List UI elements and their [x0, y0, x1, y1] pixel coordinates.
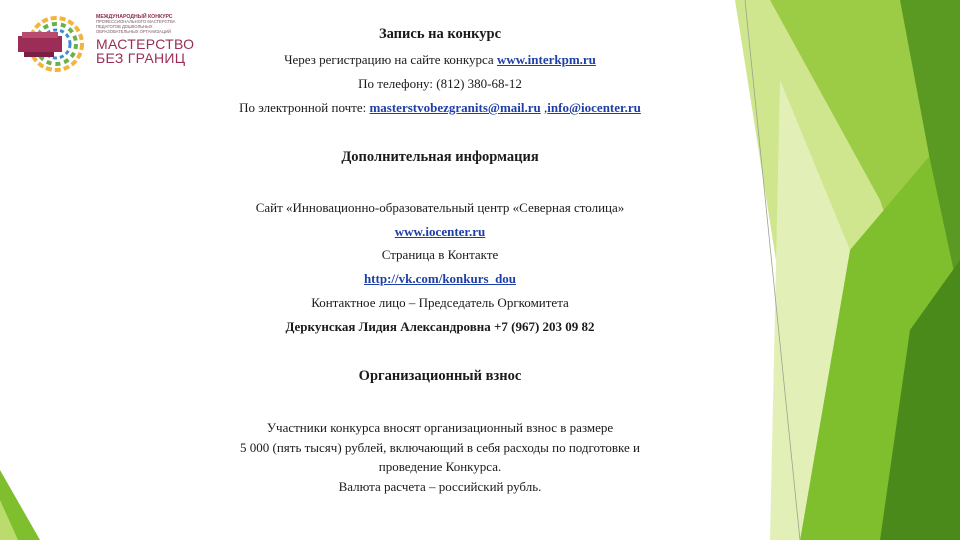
registration-email-line [190, 100, 690, 116]
logo-text [96, 14, 196, 65]
contest-logo [14, 8, 194, 80]
logo-tagline: МЕЖДУНАРОДНЫЙ КОНКУРС [96, 14, 173, 20]
registration-phone: По телефону: (812) 380-68-12 [358, 76, 522, 91]
email-separator: , [540, 100, 548, 115]
interkpm-link[interactable]: www.interkpm.ru [496, 52, 596, 67]
registration-heading: Запись на конкурс [378, 26, 502, 42]
logo-subline: ПРОФЕССИОНАЛЬНОГО МАСТЕРСТВА [96, 19, 176, 24]
fee-line-2: 5 000 (пять тысяч) рублей, включающий в себя расходы по подготовке и [240, 440, 640, 455]
iocenter-link-line [190, 224, 690, 240]
registration-email-text: По электронной почте: [239, 100, 370, 115]
fee-line-3: проведение Конкурса. [378, 459, 502, 474]
logo-title-line1: МАСТЕРСТВО [96, 36, 195, 53]
email-link-mail-ru[interactable]: masterstvobezgranits@mail.ru [369, 100, 541, 115]
vk-link[interactable]: http://vk.com/konkurs_dou [363, 271, 517, 286]
registration-site-line [190, 52, 690, 68]
vk-link-line [190, 271, 690, 287]
contact-person: Деркунская Лидия Александровна +7 (967) 203 09 82 [285, 319, 595, 334]
additional-site-text: Сайт «Инновационно-образовательный центр «Северная столица» [255, 200, 625, 215]
iocenter-link[interactable]: www.iocenter.ru [394, 224, 486, 239]
vk-page-text: Страница в Контакте [381, 247, 499, 262]
additional-heading: Дополнительная информация [341, 149, 539, 165]
logo-subline: ПЕДАГОГОВ ДОШКОЛЬНЫХ [96, 23, 153, 29]
registration-site-text: Через регистрацию на сайте конкурса [284, 52, 497, 67]
logo-title-line2: БЕЗ ГРАНИЦ [96, 50, 186, 67]
email-link-iocenter[interactable]: info@iocenter.ru [547, 100, 641, 115]
fee-line-1: Участники конкурса вносят организационный взнос в размере [266, 420, 614, 435]
fee-heading: Организационный взнос [358, 368, 522, 384]
logo-subline: ОБРАЗОВАТЕЛЬНЫХ ОРГАНИЗАЦИЙ [96, 28, 171, 34]
logo-emblem-icon [14, 12, 94, 76]
contact-text: Контактное лицо – Председатель Оргкомитета [311, 295, 569, 310]
fee-line-4: Валюта расчета – российский рубль. [338, 479, 542, 494]
